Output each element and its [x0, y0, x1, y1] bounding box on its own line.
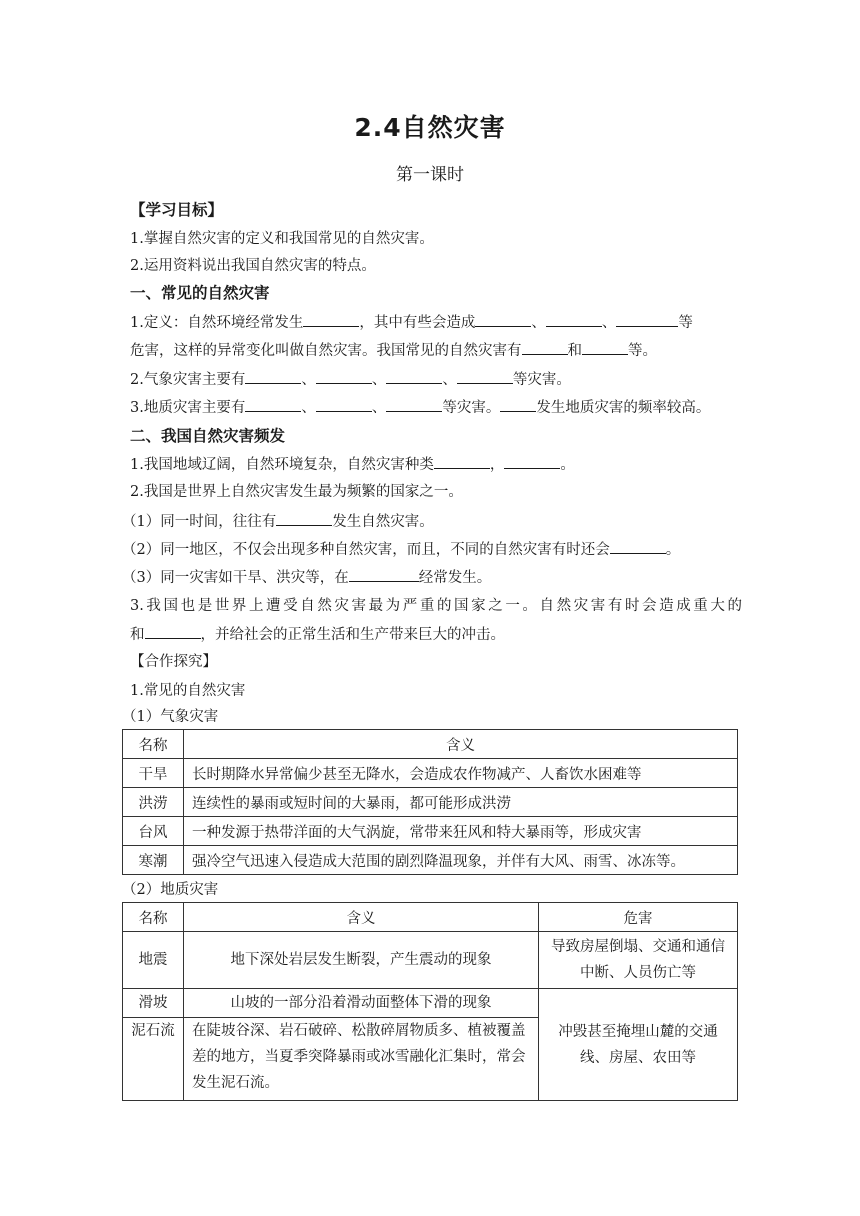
coop-subheading: 1.常见的自然灾害 [130, 683, 246, 699]
section2-line: 3.我国也是世界上遭受自然灾害最为严重的国家之一。自然灾害有时会造成重大的 [130, 598, 742, 614]
text: ， [489, 457, 505, 473]
table-row [123, 788, 738, 817]
table-header-row [123, 730, 738, 759]
text: 1.我国地域辽阔，自然环境复杂，自然灾害种类 [130, 457, 434, 473]
section2-line [130, 624, 742, 645]
table-cell: 滑坡 [123, 989, 184, 1018]
table-cell: 洪涝 [123, 788, 184, 817]
definition-line-2 [130, 340, 742, 361]
section2-header: 二、我国自然灾害频发 [130, 427, 286, 445]
answer-blank[interactable] [316, 369, 372, 384]
text: （2）同一地区，不仅会出现多种自然灾害，而且，不同的自然灾害有时还会 [122, 542, 610, 558]
table-cell: 导致房屋倒塌、交通和通信中断、人员伤亡等 [539, 932, 738, 989]
table-cell: 山坡的一部分沿着滑动面整体下滑的现象 [184, 989, 539, 1018]
text: 3.地质灾害主要有 [130, 400, 246, 416]
table-header-cell: 名称 [123, 903, 184, 932]
answer-blank[interactable] [457, 369, 513, 384]
table-header-cell: 危害 [539, 903, 738, 932]
goals-header: 【学习目标】 [130, 201, 224, 219]
text: 1.定义：自然环境经常发生 [130, 315, 304, 331]
text: 和 [130, 627, 145, 643]
text: 、 [601, 315, 617, 331]
answer-blank[interactable] [504, 454, 560, 469]
table-cell: 强冷空气迅速入侵造成大范围的剧烈降温现象，并伴有大风、雨雪、冰冻等。 [184, 846, 738, 875]
table-row [123, 932, 738, 989]
text: 经常发生。 [418, 570, 492, 586]
text: 、 [442, 372, 457, 388]
table-cell: 地下深处岩层发生断裂，产生震动的现象 [184, 932, 539, 989]
answer-blank[interactable] [616, 312, 678, 327]
text: 2.气象灾害主要有 [130, 372, 246, 388]
section2-line [130, 454, 742, 475]
answer-blank[interactable] [316, 397, 372, 412]
meteorological-line [130, 369, 742, 390]
answer-blank[interactable] [386, 397, 442, 412]
text: ，并给社会的正常生活和生产带来巨大的冲击。 [200, 627, 505, 643]
text: 危害，这样的异常变化叫做自然灾害。我国常见的自然灾害有 [130, 343, 522, 359]
coop-subheading: （2）地质灾害 [122, 882, 219, 898]
answer-blank[interactable] [276, 511, 332, 526]
table-cell: 在陡坡谷深、岩石破碎、松散碎屑物质多、植被覆盖差的地方，当夏季突降暴雨或冰雪融化汇集时，常会发生泥石流。 [184, 1018, 539, 1101]
answer-blank[interactable] [500, 397, 536, 412]
text: 等。 [628, 343, 657, 359]
definition-line [130, 312, 742, 333]
text: 等灾害。 [442, 400, 501, 416]
section2-line: 2.我国是世界上自然灾害发生最为频繁的国家之一。 [130, 484, 463, 500]
text: 和 [567, 343, 582, 359]
answer-blank[interactable] [434, 454, 490, 469]
coop-header: 【合作探究】 [130, 654, 217, 670]
table-cell: 长时期降水异常偏少甚至无降水，会造成农作物减产、人畜饮水困难等 [184, 759, 738, 788]
table-header-cell: 名称 [123, 730, 184, 759]
answer-blank[interactable] [349, 567, 419, 582]
text: 发生地质灾害的频率较高。 [536, 400, 711, 416]
text: ，其中有些会造成 [359, 315, 476, 331]
text: （1）同一时间，往往有 [122, 514, 277, 530]
text: 。 [560, 457, 575, 473]
section1-header: 一、常见的自然灾害 [130, 284, 270, 302]
answer-blank[interactable] [546, 312, 602, 327]
answer-blank[interactable] [582, 340, 628, 355]
text: 、 [301, 400, 316, 416]
table-cell: 一种发源于热带洋面的大气涡旋，常带来狂风和特大暴雨等，形成灾害 [184, 817, 738, 846]
table-cell: 干旱 [123, 759, 184, 788]
section2-line [122, 539, 734, 560]
text: 、 [301, 372, 316, 388]
meteorological-disaster-table [122, 729, 738, 875]
table-cell: 连续性的暴雨或短时间的大暴雨，都可能形成洪涝 [184, 788, 738, 817]
table-cell: 地震 [123, 932, 184, 989]
table-row [123, 989, 738, 1018]
answer-blank[interactable] [303, 312, 359, 327]
table-cell: 台风 [123, 817, 184, 846]
table-row [123, 846, 738, 875]
answer-blank[interactable] [610, 539, 666, 554]
text: 、 [371, 372, 387, 388]
answer-blank[interactable] [475, 312, 531, 327]
answer-blank[interactable] [145, 624, 201, 639]
table-header-cell: 含义 [184, 730, 738, 759]
text: 发生自然灾害。 [332, 514, 434, 530]
text: （3）同一灾害如干旱、洪灾等，在 [122, 570, 349, 586]
geological-line [130, 397, 742, 418]
coop-subheading: （1）气象灾害 [122, 709, 219, 725]
table-header-row [123, 903, 738, 932]
answer-blank[interactable] [245, 369, 301, 384]
section2-line [122, 511, 734, 532]
page-title: 2.4自然灾害 [354, 113, 506, 142]
table-cell: 泥石流 [123, 1018, 184, 1101]
section2-line [122, 567, 734, 588]
answer-blank[interactable] [245, 397, 301, 412]
table-cell: 寒潮 [123, 846, 184, 875]
page-subtitle: 第一课时 [396, 165, 464, 185]
text: 。 [665, 542, 681, 558]
goal-item: 2.运用资料说出我国自然灾害的特点。 [130, 258, 376, 274]
goal-item: 1.掌握自然灾害的定义和我国常见的自然灾害。 [130, 231, 434, 247]
text: 等 [678, 315, 693, 331]
table-header-cell: 含义 [184, 903, 539, 932]
text: 、 [371, 400, 387, 416]
geological-disaster-table [122, 902, 738, 1101]
answer-blank[interactable] [386, 369, 442, 384]
table-row [123, 817, 738, 846]
text: 等灾害。 [512, 372, 571, 388]
table-cell: 冲毁甚至掩埋山麓的交通线、房屋、农田等 [539, 989, 738, 1101]
answer-blank[interactable] [522, 340, 568, 355]
table-row [123, 759, 738, 788]
text: 、 [531, 315, 546, 331]
